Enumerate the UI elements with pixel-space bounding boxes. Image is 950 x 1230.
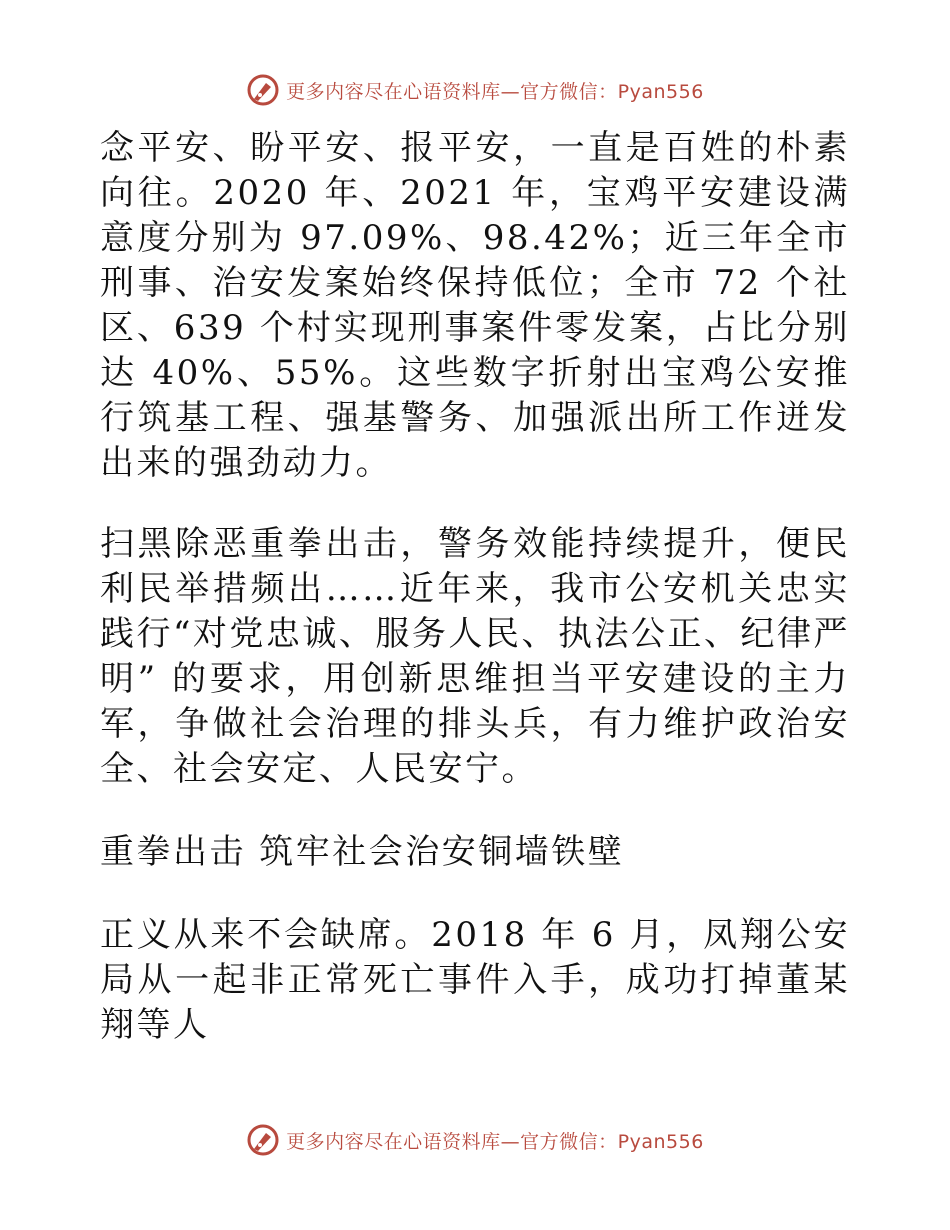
watermark-text: 更多内容尽在心语资料库—官方微信：Pyan556 (286, 80, 704, 103)
paragraph-3: 正义从来不会缺席。2018 年 6 月，凤翔公安局从一起非正常死亡事件入手，成功打掉董某翔等人 (100, 915, 850, 1045)
pen-nib-circle-icon (246, 73, 280, 107)
section-heading: 重拳出击 筑牢社会治安铜墙铁壁 (100, 832, 625, 872)
footer-watermark (0, 1120, 950, 1160)
document-body (100, 126, 850, 1048)
header-watermark (0, 70, 950, 110)
paragraph-2: 扫黑除恶重拳出击，警务效能持续提升，便民利民举措频出……近年来，我市公安机关忠实践行“对党忠诚、服务人民、执法公正、纪律严明” 的要求，用创新思维担当平安建设的主力军，争做社会治理的排头兵，有力维护政治安全、社会安定、人民安宁。 (100, 524, 850, 789)
pen-nib-circle-icon (246, 1123, 280, 1157)
watermark-text: 更多内容尽在心语资料库—官方微信：Pyan556 (286, 1130, 704, 1153)
paragraph-1: 念平安、盼平安、报平安，一直是百姓的朴素向往。2020 年、2021 年，宝鸡平安建设满意度分别为 97.09%、98.42%；近三年全市刑事、治安发案始终保持低位；全市 72 个社区、639 个村实现刑事案件零发案，占比分别达 40%、55%。这些数字折射出宝鸡公安推行筑基工程、强基警务、加强派出所工作迸发出来的强劲动力。 (100, 128, 850, 483)
